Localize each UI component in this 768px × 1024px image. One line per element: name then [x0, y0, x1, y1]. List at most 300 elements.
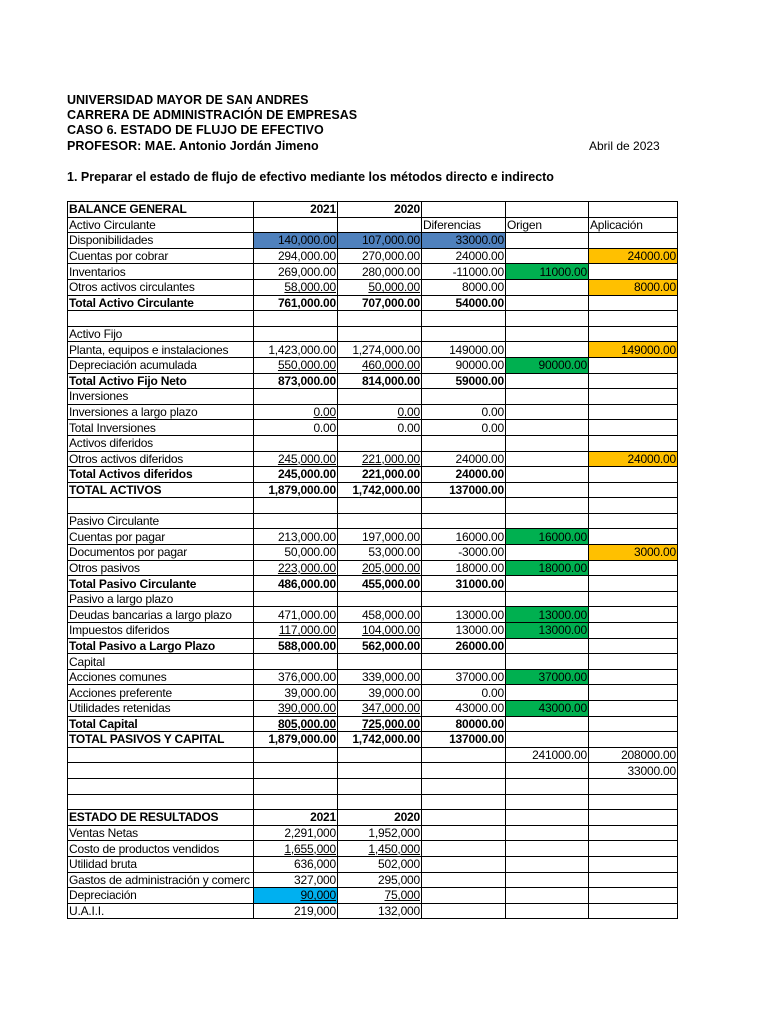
cell-label[interactable]: [68, 373, 254, 389]
cell-difference[interactable]: [422, 404, 506, 420]
cell-text: 873,000.00: [277, 373, 336, 388]
cell-origen[interactable]: [506, 763, 589, 779]
cell-value-2020[interactable]: [338, 856, 422, 872]
cell-value-2021[interactable]: [254, 482, 338, 498]
cell-aplicacion[interactable]: [589, 701, 678, 717]
cell-text: Deudas bancarias a largo plazo: [69, 607, 232, 622]
cell-value-2020[interactable]: [338, 233, 422, 249]
cell-value-2020[interactable]: [338, 545, 422, 561]
cell-difference[interactable]: [422, 685, 506, 701]
cell-aplicacion[interactable]: [589, 482, 678, 498]
cell-aplicacion[interactable]: [589, 513, 678, 529]
cell-value-2021[interactable]: [254, 233, 338, 249]
cell-value-2020[interactable]: [338, 498, 422, 514]
cell-text: 16000.00: [455, 529, 504, 544]
cell-origen[interactable]: [506, 248, 589, 264]
cell-origen[interactable]: [506, 529, 589, 545]
cell-value-2021[interactable]: [254, 498, 338, 514]
cell-difference[interactable]: [422, 311, 506, 327]
cell-value-2021[interactable]: [254, 825, 338, 841]
cell-label[interactable]: [68, 747, 254, 763]
cell-origen[interactable]: [506, 638, 589, 654]
cell-value-2021[interactable]: [254, 560, 338, 576]
cell-value-2020[interactable]: [338, 326, 422, 342]
cell-label[interactable]: [68, 732, 254, 748]
cell-aplicacion[interactable]: [589, 467, 678, 483]
cell-origen[interactable]: [506, 295, 589, 311]
cell-origen[interactable]: [506, 389, 589, 405]
cell-label[interactable]: [68, 311, 254, 327]
cell-value-2021[interactable]: [254, 373, 338, 389]
cell-value-2021[interactable]: [254, 264, 338, 280]
cell-text: 0.00: [397, 405, 420, 420]
cell-value-2020[interactable]: [338, 810, 422, 826]
table-row: [68, 467, 678, 483]
cell-text: 24000.00: [455, 467, 504, 482]
cell-origen[interactable]: [506, 794, 589, 810]
cell-value-2021[interactable]: [254, 623, 338, 639]
cell-value-2021[interactable]: [254, 794, 338, 810]
cell-aplicacion[interactable]: [589, 654, 678, 670]
cell-aplicacion[interactable]: [589, 326, 678, 342]
cell-aplicacion[interactable]: [589, 638, 678, 654]
cell-aplicacion[interactable]: [589, 498, 678, 514]
cell-origen[interactable]: [506, 279, 589, 295]
cell-value-2021[interactable]: [254, 420, 338, 436]
cell-value-2020[interactable]: [338, 654, 422, 670]
cell-origen[interactable]: [506, 872, 589, 888]
cell-aplicacion[interactable]: [589, 389, 678, 405]
cell-origen[interactable]: [506, 560, 589, 576]
cell-difference[interactable]: [422, 233, 506, 249]
cell-value-2020[interactable]: [338, 467, 422, 483]
cell-value-2021[interactable]: [254, 685, 338, 701]
cell-value-2020[interactable]: [338, 529, 422, 545]
cell-difference[interactable]: [422, 326, 506, 342]
cell-label[interactable]: [68, 529, 254, 545]
cell-origen[interactable]: [506, 810, 589, 826]
cell-difference[interactable]: [422, 701, 506, 717]
cell-aplicacion[interactable]: [589, 311, 678, 327]
cell-value-2021[interactable]: [254, 389, 338, 405]
cell-aplicacion[interactable]: [589, 623, 678, 639]
cell-label[interactable]: [68, 264, 254, 280]
cell-value-2020[interactable]: [338, 685, 422, 701]
cell-label[interactable]: [68, 451, 254, 467]
cell-value-2021[interactable]: [254, 856, 338, 872]
cell-value-2021[interactable]: [254, 903, 338, 919]
cell-difference[interactable]: [422, 607, 506, 623]
cell-text: 376,000.00: [277, 670, 336, 685]
cell-origen[interactable]: [506, 685, 589, 701]
cell-origen[interactable]: [506, 716, 589, 732]
cell-origen[interactable]: [506, 669, 589, 685]
cell-value-2021[interactable]: [254, 467, 338, 483]
cell-origen[interactable]: [506, 732, 589, 748]
cell-origen[interactable]: [506, 498, 589, 514]
cell-value-2021[interactable]: [254, 607, 338, 623]
cell-aplicacion[interactable]: [589, 591, 678, 607]
cell-value-2021[interactable]: [254, 763, 338, 779]
cell-value-2020[interactable]: [338, 591, 422, 607]
cell-origen[interactable]: [506, 623, 589, 639]
cell-label[interactable]: [68, 435, 254, 451]
cell-difference[interactable]: [422, 763, 506, 779]
cell-difference[interactable]: [422, 357, 506, 373]
cell-aplicacion[interactable]: [589, 404, 678, 420]
cell-origen[interactable]: [506, 373, 589, 389]
cell-difference[interactable]: [422, 669, 506, 685]
cell-value-2021[interactable]: [254, 638, 338, 654]
cell-value-2020[interactable]: [338, 482, 422, 498]
cell-value-2021[interactable]: [254, 513, 338, 529]
cell-aplicacion[interactable]: [589, 576, 678, 592]
cell-value-2021[interactable]: [254, 451, 338, 467]
cell-value-2020[interactable]: [338, 716, 422, 732]
cell-label[interactable]: [68, 591, 254, 607]
cell-label[interactable]: [68, 342, 254, 358]
cell-aplicacion[interactable]: [589, 888, 678, 904]
cell-aplicacion[interactable]: [589, 841, 678, 857]
cell-value-2020[interactable]: [338, 732, 422, 748]
cell-value-2020[interactable]: [338, 669, 422, 685]
cell-label[interactable]: [68, 888, 254, 904]
cell-aplicacion[interactable]: [589, 435, 678, 451]
cell-difference[interactable]: [422, 202, 506, 218]
cell-difference[interactable]: [422, 420, 506, 436]
cell-text: 13000.00: [455, 607, 504, 622]
cell-value-2020[interactable]: [338, 903, 422, 919]
cell-text: 0.00: [481, 405, 504, 420]
cell-difference[interactable]: [422, 638, 506, 654]
cell-text: 33000.00: [627, 763, 676, 778]
cell-aplicacion[interactable]: [589, 716, 678, 732]
cell-label[interactable]: [68, 654, 254, 670]
cell-text: 2020: [394, 202, 420, 217]
cell-difference[interactable]: [422, 747, 506, 763]
cell-difference[interactable]: [422, 716, 506, 732]
cell-value-2020[interactable]: [338, 451, 422, 467]
cell-value-2021[interactable]: [254, 654, 338, 670]
cell-value-2021[interactable]: [254, 747, 338, 763]
cell-value-2021[interactable]: [254, 591, 338, 607]
cell-value-2020[interactable]: [338, 342, 422, 358]
cell-aplicacion[interactable]: [589, 451, 678, 467]
cell-value-2021[interactable]: [254, 545, 338, 561]
cell-difference[interactable]: [422, 467, 506, 483]
cell-aplicacion[interactable]: [589, 279, 678, 295]
cell-label[interactable]: [68, 638, 254, 654]
cell-text: 270,000.00: [361, 249, 420, 264]
cell-difference[interactable]: [422, 888, 506, 904]
cell-aplicacion[interactable]: [589, 295, 678, 311]
cell-text: 24000.00: [627, 451, 676, 466]
cell-value-2020[interactable]: [338, 295, 422, 311]
cell-origen[interactable]: [506, 202, 589, 218]
cell-aplicacion[interactable]: [589, 342, 678, 358]
cell-difference[interactable]: [422, 513, 506, 529]
cell-value-2020[interactable]: [338, 389, 422, 405]
cell-aplicacion[interactable]: [589, 560, 678, 576]
cell-label[interactable]: [68, 607, 254, 623]
cell-value-2020[interactable]: [338, 763, 422, 779]
cell-value-2020[interactable]: [338, 841, 422, 857]
cell-difference[interactable]: [422, 248, 506, 264]
cell-label[interactable]: [68, 810, 254, 826]
cell-value-2021[interactable]: [254, 404, 338, 420]
cell-origen[interactable]: [506, 357, 589, 373]
cell-difference[interactable]: [422, 778, 506, 794]
cell-label[interactable]: [68, 872, 254, 888]
cell-label[interactable]: [68, 903, 254, 919]
cell-value-2020[interactable]: [338, 279, 422, 295]
cell-origen[interactable]: [506, 233, 589, 249]
cell-label[interactable]: [68, 560, 254, 576]
cell-value-2021[interactable]: [254, 701, 338, 717]
cell-label[interactable]: [68, 326, 254, 342]
cell-aplicacion[interactable]: [589, 685, 678, 701]
cell-origen[interactable]: [506, 607, 589, 623]
cell-difference[interactable]: [422, 654, 506, 670]
cell-aplicacion[interactable]: [589, 669, 678, 685]
cell-value-2021[interactable]: [254, 841, 338, 857]
cell-origen[interactable]: [506, 342, 589, 358]
cell-aplicacion[interactable]: [589, 747, 678, 763]
cell-value-2021[interactable]: [254, 576, 338, 592]
cell-aplicacion[interactable]: [589, 778, 678, 794]
cell-value-2020[interactable]: [338, 513, 422, 529]
cell-value-2020[interactable]: [338, 202, 422, 218]
cell-difference[interactable]: [422, 591, 506, 607]
cell-label[interactable]: [68, 295, 254, 311]
cell-label[interactable]: [68, 669, 254, 685]
cell-origen[interactable]: [506, 778, 589, 794]
cell-label[interactable]: [68, 482, 254, 498]
cell-label[interactable]: [68, 513, 254, 529]
cell-aplicacion[interactable]: [589, 810, 678, 826]
cell-value-2020[interactable]: [338, 435, 422, 451]
cell-aplicacion[interactable]: [589, 545, 678, 561]
cell-origen[interactable]: [506, 888, 589, 904]
cell-difference[interactable]: [422, 576, 506, 592]
cell-label[interactable]: [68, 623, 254, 639]
cell-difference[interactable]: [422, 373, 506, 389]
cell-value-2021[interactable]: [254, 217, 338, 233]
cell-label[interactable]: [68, 794, 254, 810]
cell-text: 59000.00: [455, 373, 504, 388]
cell-value-2021[interactable]: [254, 872, 338, 888]
cell-aplicacion[interactable]: [589, 217, 678, 233]
cell-difference[interactable]: [422, 529, 506, 545]
cell-difference[interactable]: [422, 810, 506, 826]
cell-origen[interactable]: [506, 451, 589, 467]
cell-origen[interactable]: [506, 654, 589, 670]
cell-value-2021[interactable]: [254, 295, 338, 311]
cell-difference[interactable]: [422, 279, 506, 295]
cell-value-2020[interactable]: [338, 607, 422, 623]
cell-difference[interactable]: [422, 482, 506, 498]
cell-difference[interactable]: [422, 623, 506, 639]
cell-difference[interactable]: [422, 856, 506, 872]
cell-origen[interactable]: [506, 747, 589, 763]
cell-aplicacion[interactable]: [589, 903, 678, 919]
cell-origen[interactable]: [506, 545, 589, 561]
cell-value-2020[interactable]: [338, 888, 422, 904]
cell-value-2021[interactable]: [254, 202, 338, 218]
cell-text: 707,000.00: [361, 295, 420, 310]
cell-aplicacion[interactable]: [589, 763, 678, 779]
cell-aplicacion[interactable]: [589, 732, 678, 748]
cell-value-2020[interactable]: [338, 420, 422, 436]
cell-value-2021[interactable]: [254, 248, 338, 264]
cell-aplicacion[interactable]: [589, 248, 678, 264]
cell-difference[interactable]: [422, 545, 506, 561]
cell-value-2020[interactable]: [338, 747, 422, 763]
cell-label[interactable]: [68, 467, 254, 483]
cell-value-2020[interactable]: [338, 623, 422, 639]
cell-value-2020[interactable]: [338, 311, 422, 327]
cell-value-2020[interactable]: [338, 404, 422, 420]
cell-difference[interactable]: [422, 498, 506, 514]
cell-value-2021[interactable]: [254, 778, 338, 794]
cell-label[interactable]: [68, 841, 254, 857]
cell-origen[interactable]: [506, 326, 589, 342]
cell-value-2021[interactable]: [254, 810, 338, 826]
cell-difference[interactable]: [422, 903, 506, 919]
cell-origen[interactable]: [506, 825, 589, 841]
cell-value-2020[interactable]: [338, 264, 422, 280]
cell-origen[interactable]: [506, 264, 589, 280]
cell-value-2020[interactable]: [338, 701, 422, 717]
cell-value-2021[interactable]: [254, 326, 338, 342]
cell-text: 39,000.00: [368, 685, 420, 700]
cell-origen[interactable]: [506, 576, 589, 592]
cell-origen[interactable]: [506, 482, 589, 498]
cell-difference[interactable]: [422, 217, 506, 233]
cell-aplicacion[interactable]: [589, 420, 678, 436]
cell-origen[interactable]: [506, 903, 589, 919]
cell-aplicacion[interactable]: [589, 264, 678, 280]
cell-difference[interactable]: [422, 872, 506, 888]
cell-difference[interactable]: [422, 451, 506, 467]
cell-value-2020[interactable]: [338, 825, 422, 841]
cell-label[interactable]: [68, 357, 254, 373]
cell-aplicacion[interactable]: [589, 202, 678, 218]
cell-value-2021[interactable]: [254, 435, 338, 451]
cell-label[interactable]: [68, 685, 254, 701]
cell-value-2020[interactable]: [338, 778, 422, 794]
cell-label[interactable]: [68, 404, 254, 420]
cell-aplicacion[interactable]: [589, 872, 678, 888]
cell-value-2021[interactable]: [254, 888, 338, 904]
cell-difference[interactable]: [422, 841, 506, 857]
cell-text: 24000.00: [455, 249, 504, 264]
cell-origen[interactable]: [506, 435, 589, 451]
cell-value-2020[interactable]: [338, 357, 422, 373]
cell-text: 149000.00: [621, 342, 676, 357]
cell-value-2021[interactable]: [254, 279, 338, 295]
table-row: [68, 435, 678, 451]
cell-difference[interactable]: [422, 825, 506, 841]
cell-difference[interactable]: [422, 295, 506, 311]
cell-value-2020[interactable]: [338, 248, 422, 264]
cell-label[interactable]: [68, 856, 254, 872]
cell-text: Cuentas por cobrar: [69, 249, 169, 264]
cell-difference[interactable]: [422, 732, 506, 748]
cell-origen[interactable]: [506, 856, 589, 872]
cell-label[interactable]: [68, 217, 254, 233]
cell-label[interactable]: [68, 420, 254, 436]
cell-difference[interactable]: [422, 389, 506, 405]
cell-value-2021[interactable]: [254, 311, 338, 327]
cell-value-2021[interactable]: [254, 529, 338, 545]
cell-origen[interactable]: [506, 841, 589, 857]
cell-label[interactable]: [68, 202, 254, 218]
cell-label[interactable]: [68, 716, 254, 732]
cell-value-2021[interactable]: [254, 716, 338, 732]
cell-difference[interactable]: [422, 264, 506, 280]
cell-origen[interactable]: [506, 404, 589, 420]
cell-aplicacion[interactable]: [589, 607, 678, 623]
cell-aplicacion[interactable]: [589, 373, 678, 389]
university-title: UNIVERSIDAD MAYOR DE SAN ANDRES: [67, 93, 309, 107]
cell-difference[interactable]: [422, 342, 506, 358]
cell-label[interactable]: [68, 576, 254, 592]
cell-label[interactable]: [68, 763, 254, 779]
cell-label[interactable]: [68, 825, 254, 841]
table-row: [68, 903, 678, 919]
cell-value-2021[interactable]: [254, 732, 338, 748]
cell-aplicacion[interactable]: [589, 794, 678, 810]
cell-value-2020[interactable]: [338, 794, 422, 810]
table-row: [68, 669, 678, 685]
cell-difference[interactable]: [422, 794, 506, 810]
cell-aplicacion[interactable]: [589, 233, 678, 249]
cell-value-2020[interactable]: [338, 560, 422, 576]
cell-origen[interactable]: [506, 467, 589, 483]
cell-value-2020[interactable]: [338, 373, 422, 389]
cell-value-2020[interactable]: [338, 217, 422, 233]
cell-origen[interactable]: [506, 217, 589, 233]
cell-difference[interactable]: [422, 560, 506, 576]
cell-origen[interactable]: [506, 513, 589, 529]
cell-aplicacion[interactable]: [589, 856, 678, 872]
cell-text: 245,000.00: [277, 467, 336, 482]
cell-label[interactable]: [68, 233, 254, 249]
cell-aplicacion[interactable]: [589, 529, 678, 545]
cell-difference[interactable]: [422, 435, 506, 451]
cell-origen[interactable]: [506, 591, 589, 607]
cell-label[interactable]: [68, 389, 254, 405]
cell-value-2020[interactable]: [338, 872, 422, 888]
cell-label[interactable]: [68, 248, 254, 264]
cell-origen[interactable]: [506, 420, 589, 436]
cell-origen[interactable]: [506, 701, 589, 717]
cell-aplicacion[interactable]: [589, 825, 678, 841]
cell-value-2020[interactable]: [338, 576, 422, 592]
cell-label[interactable]: [68, 498, 254, 514]
cell-value-2021[interactable]: [254, 357, 338, 373]
cell-label[interactable]: [68, 778, 254, 794]
cell-value-2020[interactable]: [338, 638, 422, 654]
cell-value-2021[interactable]: [254, 669, 338, 685]
cell-value-2021[interactable]: [254, 342, 338, 358]
cell-aplicacion[interactable]: [589, 357, 678, 373]
cell-origen[interactable]: [506, 311, 589, 327]
cell-label[interactable]: [68, 279, 254, 295]
cell-label[interactable]: [68, 701, 254, 717]
cell-label[interactable]: [68, 545, 254, 561]
